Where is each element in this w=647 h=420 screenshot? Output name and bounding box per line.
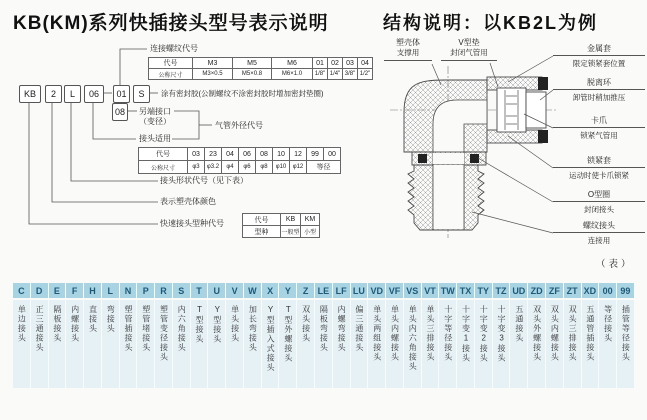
shape-code-column (546, 283, 563, 388)
thread-table-cell: M6 (271, 57, 312, 68)
struct-label-desc: 卸管时稍加推压 (572, 93, 626, 102)
shape-name-cell (386, 300, 403, 388)
model-segment-alt: 08 (112, 103, 128, 121)
shape-name: 双头三排接头 (568, 305, 578, 362)
shape-name-cell (173, 300, 190, 388)
shape-name-cell (351, 300, 368, 388)
shape-name: 偏三通接头 (354, 305, 364, 353)
pipe-table (138, 147, 341, 174)
shape-code-header: LF (333, 283, 350, 298)
shape-code-column (475, 283, 492, 388)
callout-other-end: 另端接口 (139, 107, 171, 116)
type-table (242, 213, 320, 238)
thread-table-cell: M6×1.0 (271, 68, 312, 79)
shape-name: 弯接头 (106, 305, 116, 334)
shape-code-column (368, 283, 385, 388)
shape-name: 单头内螺接头 (390, 305, 400, 362)
shape-name-cell (368, 300, 385, 388)
shape-code-header: L (102, 283, 119, 298)
shape-code-header: X (262, 283, 279, 298)
shape-code-column (191, 283, 208, 388)
collar-bottom (538, 130, 548, 143)
shape-code-header: V (226, 283, 243, 298)
shape-name-cell (31, 300, 48, 388)
shape-code-column (13, 283, 30, 388)
model-segment-thread: 01 (113, 85, 130, 103)
struct-label-desc: 连接用 (587, 236, 611, 245)
thread-table-code-row (148, 57, 372, 68)
callout-other-end-2: （变径） (139, 117, 171, 126)
thread-table-cell: 03 (342, 57, 357, 68)
shape-name-cell (66, 300, 83, 388)
shape-code-header: 00 (599, 283, 616, 298)
shape-name-cell (599, 300, 616, 388)
pipe-table-cell: 06 (238, 147, 255, 160)
shape-code-header: N (120, 283, 137, 298)
shape-code-header: ZT (564, 283, 581, 298)
struct-label-o-ring (553, 190, 645, 214)
shape-code-column (49, 283, 66, 388)
shape-name: 五通接头 (514, 305, 524, 343)
pipe-table-cell: φ3 (187, 160, 204, 173)
pipe-table-cell: 00 (323, 147, 340, 160)
thread-table-cell: 1/8" (312, 68, 327, 79)
shape-name-cell (475, 300, 492, 388)
shape-code-header: 99 (617, 283, 634, 298)
shape-code-column (422, 283, 439, 388)
model-segment-seal: S (133, 85, 150, 103)
shape-code-header: D (31, 283, 48, 298)
pipe-table-cell: 10 (272, 147, 289, 160)
pipe-table-cell: φ8 (255, 160, 272, 173)
struct-label-name: 锁紧套 (553, 156, 645, 168)
thread-table-cell: 1/2" (357, 68, 372, 79)
pipe-table-cell: φ4 (221, 160, 238, 173)
shape-name: 内螺接头 (70, 305, 80, 343)
shape-name-cell (546, 300, 563, 388)
thread-table-cell: 3/8" (342, 68, 357, 79)
shape-name-cell (262, 300, 279, 388)
thread-table-cell: M3×0.5 (192, 68, 232, 79)
shape-code-header: ZD (528, 283, 545, 298)
shape-name: 单边接头 (17, 305, 27, 343)
shape-name: 双头内螺接头 (550, 305, 560, 362)
struct-label-name: 螺纹接头 (553, 221, 645, 233)
shape-code-header: TZ (493, 283, 510, 298)
shape-name: 塑管变径接头 (159, 305, 169, 362)
shape-code-column (439, 283, 456, 388)
shape-name-cell (226, 300, 243, 388)
shape-name-cell (564, 300, 581, 388)
callout-type-code: 快速接头型种代号 (160, 219, 224, 228)
type-table-cell: 一般型 (280, 225, 300, 237)
type-table-cell: KM (300, 213, 319, 225)
pipe-table-cell: φ6 (238, 160, 255, 173)
struct-label-desc: 封闭气管用 (450, 48, 488, 57)
shape-code-column (493, 283, 510, 388)
shape-code-column (582, 283, 599, 388)
thread-table-cell: M3 (192, 57, 232, 68)
struct-label-name: V型垫 (458, 38, 480, 47)
shape-code-header: VD (368, 283, 385, 298)
thread-table-label: 公称尺寸 (148, 68, 192, 79)
shape-name: 插管等径接头 (621, 305, 631, 362)
thread-table-cell: 01 (312, 57, 327, 68)
shape-name: Y型接头 (212, 305, 222, 344)
shape-name-cell (457, 300, 474, 388)
shape-code-header: Z (297, 283, 314, 298)
struct-label-desc: 锁紧气管用 (580, 131, 618, 140)
shape-name: 隔板接头 (52, 305, 62, 343)
shape-code-column (315, 283, 332, 388)
pipe-table-cell: 03 (187, 147, 204, 160)
shape-code-header: S (173, 283, 190, 298)
shape-code-header: UD (510, 283, 527, 298)
shape-code-header: E (49, 283, 66, 298)
pipe-table-code-row (138, 147, 340, 160)
struct-label-desc: 支撑用 (396, 48, 420, 57)
shape-name: 正三通接头 (35, 305, 45, 353)
shape-code-header: U (208, 283, 225, 298)
shape-name: 单头内六角接头 (408, 305, 418, 372)
shape-name: T型外螺接头 (283, 305, 293, 363)
shape-name: 加长弯接头 (248, 305, 258, 353)
shape-code-column (226, 283, 243, 388)
shape-code-header: ZF (546, 283, 563, 298)
shape-code-header: VT (422, 283, 439, 298)
shape-code-column (137, 283, 154, 388)
page-title-right: 结构说明：以KB2L为例 (383, 13, 599, 33)
shape-name-cell (297, 300, 314, 388)
shape-code-header: LE (315, 283, 332, 298)
type-table-cell: 小型 (300, 225, 319, 237)
shape-code-header: LU (351, 283, 368, 298)
shape-name-cell (422, 300, 439, 388)
shape-code-column (102, 283, 119, 388)
shape-name: 双头接头 (301, 305, 311, 343)
thread-table-cell: M5×0.8 (232, 68, 271, 79)
shape-name: 等径接头 (603, 305, 613, 343)
shape-code-column (155, 283, 172, 388)
shape-code-column (564, 283, 581, 388)
shape-name-cell (191, 300, 208, 388)
type-table-label: 型种 (242, 225, 280, 237)
thread-table-cell: 02 (327, 57, 342, 68)
shape-name-cell (208, 300, 225, 388)
shape-name-cell (333, 300, 350, 388)
shape-code-column (262, 283, 279, 388)
thread-table-cell: M5 (232, 57, 271, 68)
shape-code-header: W (244, 283, 261, 298)
shape-name-cell (315, 300, 332, 388)
shape-code-header: VS (404, 283, 421, 298)
shape-name: 五通管插接头 (585, 305, 595, 362)
shape-code-column (333, 283, 350, 388)
struct-label-desc: 限定锁紧套位置 (572, 59, 626, 68)
o-ring-left (418, 154, 427, 163)
shape-name-cell (155, 300, 172, 388)
shape-code-header: H (84, 283, 101, 298)
shape-code-column (528, 283, 545, 388)
struct-label-locking-sleeve (553, 156, 645, 180)
shape-code-header: XD (582, 283, 599, 298)
model-segment-pipe: 06 (84, 85, 104, 103)
shape-code-table (13, 283, 634, 388)
callout-thread-code: 连接螺纹代号 (150, 44, 198, 53)
shape-name-cell (404, 300, 421, 388)
struct-label-name: O型圈 (553, 190, 645, 202)
shape-name: 十字等径接头 (443, 305, 453, 362)
shape-code-column (66, 283, 83, 388)
struct-label-claw (553, 116, 645, 140)
shape-name-cell (137, 300, 154, 388)
collar-top (538, 77, 548, 90)
model-segment-color: 2 (45, 85, 62, 103)
table-note: （表） (596, 259, 634, 270)
callout-joint-apply: 接头适用 (139, 134, 171, 143)
shape-code-column (244, 283, 261, 388)
pipe-table-cell: φ12 (289, 160, 306, 173)
shape-name-cell (84, 300, 101, 388)
callout-seal-note: 涂有密封胶(公制螺纹不涂密封胶时增加密封垫圈) (161, 89, 324, 98)
type-table-cell: KB (280, 213, 300, 225)
shape-code-column (599, 283, 616, 388)
pipe-table-size-row (138, 160, 340, 173)
shape-name-cell (120, 300, 137, 388)
pipe-table-label: 公称尺寸 (138, 160, 187, 173)
shape-name-cell (244, 300, 261, 388)
type-table-kind-row (242, 225, 319, 237)
shape-code-column (120, 283, 137, 388)
pipe-table-cell: 12 (289, 147, 306, 160)
shape-code-column (208, 283, 225, 388)
type-table-label: 代号 (242, 213, 280, 225)
pipe-table-cell: 23 (204, 147, 221, 160)
shape-name-cell (582, 300, 599, 388)
shape-code-column (617, 283, 634, 388)
shape-name-cell (617, 300, 634, 388)
shape-name: T型接头 (195, 305, 205, 344)
shape-name-cell (510, 300, 527, 388)
pipe-table-cell: 04 (221, 147, 238, 160)
shape-name-cell (49, 300, 66, 388)
struct-label-name: 塑壳体 (396, 38, 420, 47)
callout-pipe-od-code: 气管外径代号 (215, 121, 263, 130)
shape-code-header: TX (457, 283, 474, 298)
thread-table-cell: 1/4" (327, 68, 342, 79)
shape-name: 单头三排接头 (425, 305, 435, 362)
struct-label-release-ring (553, 78, 645, 102)
pipe-table-cell: φ3.2 (204, 160, 221, 173)
shape-code-header: F (66, 283, 83, 298)
struct-label-v-gasket (441, 38, 497, 61)
shape-code-column (457, 283, 474, 388)
shape-code-column (279, 283, 296, 388)
shape-name: 十字变2接头 (479, 305, 489, 363)
shape-name: 十字变1接头 (461, 305, 471, 363)
shape-code-header: P (137, 283, 154, 298)
shape-name: 十字变3接头 (497, 305, 507, 363)
pipe-table-cell: φ10 (272, 160, 289, 173)
type-table-code-row (242, 213, 319, 225)
shape-name: 直接头 (88, 305, 98, 334)
shape-name: 隔板弯接头 (319, 305, 329, 353)
thread-table-cell: 04 (357, 57, 372, 68)
shape-name: 双头外螺接头 (532, 305, 542, 362)
shape-code-column (351, 283, 368, 388)
pipe-table-equal-cell: 等径 (306, 160, 340, 173)
shape-code-column (510, 283, 527, 388)
struct-label-name: 金属套 (553, 44, 645, 56)
shape-code-column (404, 283, 421, 388)
shape-code-header: R (155, 283, 172, 298)
shape-code-column (386, 283, 403, 388)
shape-code-header: TW (439, 283, 456, 298)
struct-label-threaded-joint (553, 221, 645, 245)
shape-name-cell (439, 300, 456, 388)
model-segment-kb: KB (19, 85, 41, 103)
pipe-table-cell: 99 (306, 147, 323, 160)
pipe-table-label: 代号 (138, 147, 187, 160)
o-ring-right (470, 154, 479, 163)
struct-label-name: 卡爪 (553, 116, 645, 128)
thread-table-label: 代号 (148, 57, 192, 68)
shape-name-cell (102, 300, 119, 388)
shape-code-column (173, 283, 190, 388)
shape-code-header: VF (386, 283, 403, 298)
shape-code-column (84, 283, 101, 388)
struct-label-desc: 封闭接头 (584, 205, 614, 214)
struct-label-plastic-shell (384, 38, 432, 61)
shape-code-header: TY (475, 283, 492, 298)
struct-label-metal-sleeve (553, 44, 645, 68)
shape-code-column (31, 283, 48, 388)
quick-connect-mechanism (487, 77, 548, 143)
thread-table (148, 57, 373, 80)
model-segment-shape: L (64, 85, 81, 103)
page-title-left: KB(KM)系列快插接头型号表示说明 (13, 13, 329, 34)
locking-sleeve (497, 88, 526, 132)
shape-name-cell (279, 300, 296, 388)
struct-label-name: 脱离环 (553, 78, 645, 90)
threaded-stem (408, 165, 484, 230)
callout-shape-code: 接头形状代号（见下表） (160, 176, 248, 185)
shape-code-header: C (13, 283, 30, 298)
shape-name: 塑管插接头 (123, 305, 133, 353)
shape-code-column (297, 283, 314, 388)
shape-name-cell (13, 300, 30, 388)
thread-table-size-row (148, 68, 372, 79)
shape-code-header: T (191, 283, 208, 298)
callout-shell-color: 表示塑壳体颜色 (160, 197, 216, 206)
pipe-table-cell: 08 (255, 147, 272, 160)
shape-name-cell (493, 300, 510, 388)
struct-label-desc: 运动时使卡爪锁紧 (569, 171, 629, 180)
shape-name: 内螺弯接头 (337, 305, 347, 353)
shape-name: Y型插入式接头 (266, 305, 276, 373)
shape-name: 单头接头 (230, 305, 240, 343)
shape-name: 内六角接头 (177, 305, 187, 353)
shape-name: 单头两组接头 (372, 305, 382, 362)
shape-name: 塑管堵接头 (141, 305, 151, 353)
shape-name-cell (528, 300, 545, 388)
shape-code-header: Y (279, 283, 296, 298)
